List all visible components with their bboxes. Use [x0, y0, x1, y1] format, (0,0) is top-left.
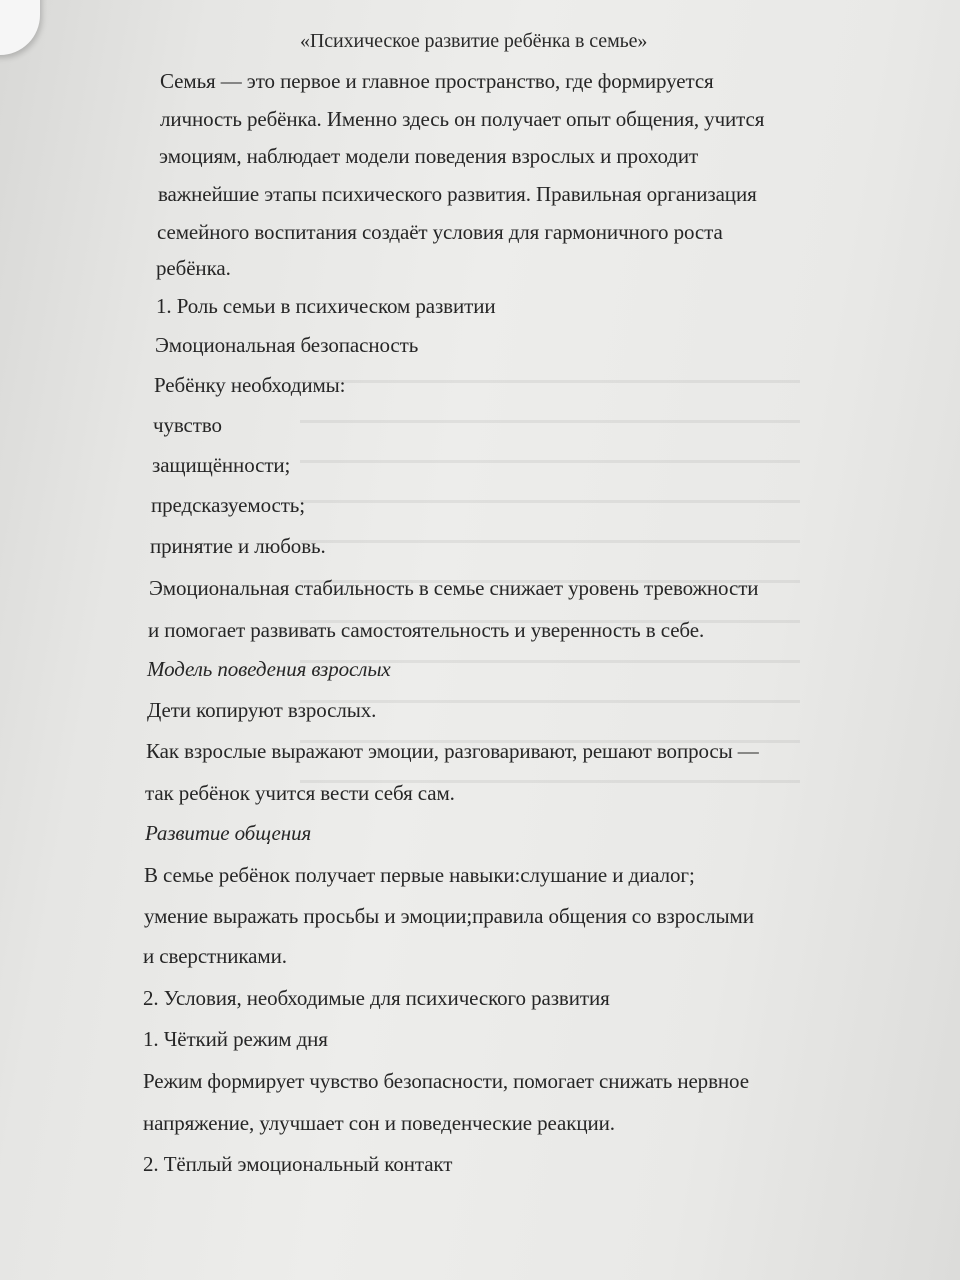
text-line: Ребёнку необходимы:: [154, 373, 346, 397]
text-line: и сверстниками.: [143, 944, 287, 968]
text-line: личность ребёнка. Именно здесь он получает опыт общения, учится: [160, 107, 765, 131]
subheading: Эмоциональная безопасность: [155, 333, 419, 357]
numbered-heading: 2. Тёплый эмоциональный контакт: [143, 1152, 453, 1176]
list-item: предсказуемость;: [151, 493, 306, 517]
text-line: Режим формирует чувство безопасности, помогает снижать нервное: [143, 1069, 749, 1093]
numbered-heading: 1. Чёткий режим дня: [143, 1027, 328, 1051]
section-heading: 1. Роль семьи в психическом развитии: [156, 294, 496, 318]
document-title: «Психическое развитие ребёнка в семье»: [300, 30, 648, 52]
list-item: защищённости;: [152, 453, 291, 477]
text-line: умение выражать просьбы и эмоции;правила общения со взрослыми: [144, 904, 754, 928]
text-line: так ребёнок учится вести себя сам.: [145, 781, 455, 805]
text-line: семейного воспитания создаёт условия для гармоничного роста: [157, 220, 723, 244]
text-line: и помогает развивать самостоятельность и уверенность в себе.: [148, 618, 705, 642]
text-line: Эмоциональная стабильность в семье снижает уровень тревожности: [149, 576, 759, 600]
text-line: ребёнка.: [156, 256, 231, 280]
section-heading: 2. Условия, необходимые для психического развития: [143, 986, 610, 1010]
italic-subheading: Модель поведения взрослых: [147, 657, 391, 681]
text-line: В семье ребёнок получает первые навыки:слушание и диалог;: [144, 863, 695, 887]
text-line: Как взрослые выражают эмоции, разговаривают, решают вопросы —: [146, 739, 759, 763]
list-item: принятие и любовь.: [150, 534, 326, 558]
text-line: Семья — это первое и главное пространство, где формируется: [160, 69, 714, 93]
italic-subheading: Развитие общения: [145, 821, 312, 845]
text-line: важнейшие этапы психического развития. Правильная организация: [158, 182, 757, 206]
text-line: эмоциям, наблюдает модели поведения взрослых и проходит: [159, 144, 699, 168]
list-item: чувство: [153, 413, 222, 437]
text-line: напряжение, улучшает сон и поведенческие реакции.: [143, 1111, 615, 1135]
page-corner: [0, 0, 40, 55]
text-line: Дети копируют взрослых.: [147, 698, 377, 722]
